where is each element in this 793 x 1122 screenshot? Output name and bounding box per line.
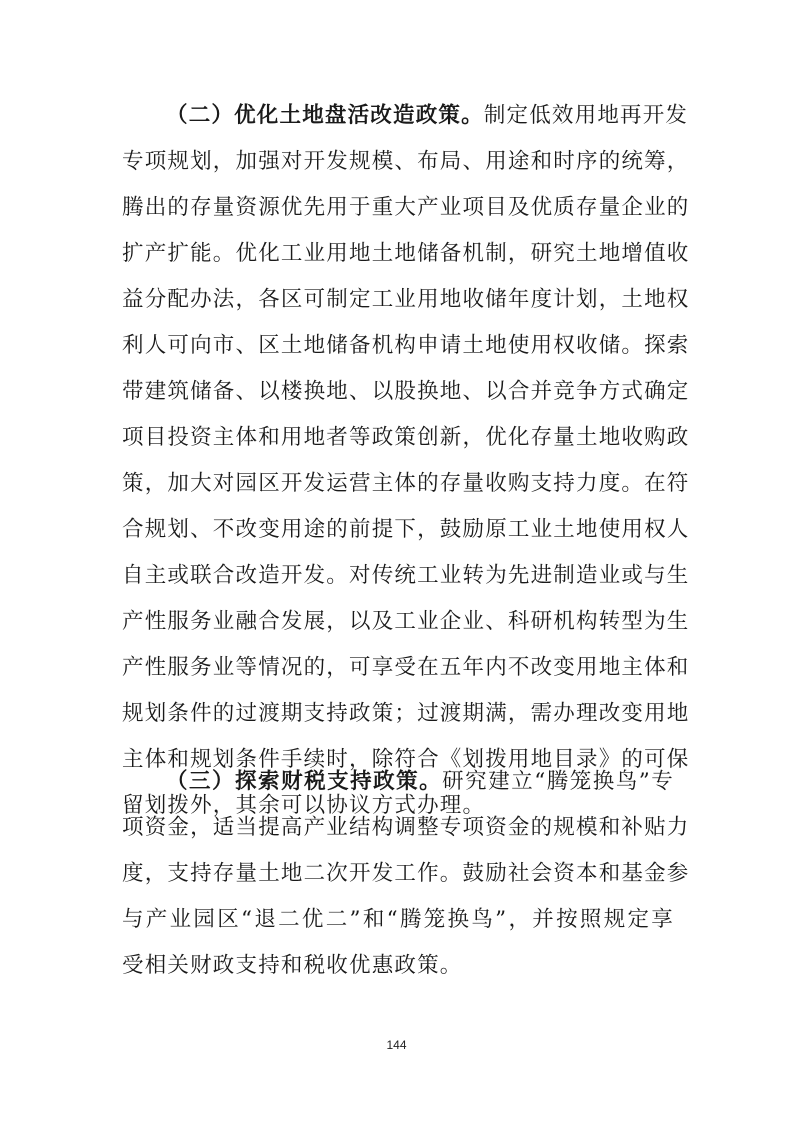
text-line: 项资金，适当提高产业结构调整专项资金的规模和补贴力 <box>122 815 690 840</box>
text-line: 项目投资主体和用地者等政策创新，优化存量土地收购政 <box>122 425 690 450</box>
text-line: 专项规划，加强对开发规模、布局、用途和时序的统筹， <box>122 149 690 174</box>
page-number: 144 <box>386 1038 407 1052</box>
text-line: 受相关财政支持和税收优惠政策。 <box>122 953 463 978</box>
text-line: 与产业园区“退二优二”和“腾笼换鸟”，并按照规定享 <box>122 907 674 932</box>
section-2-first-line-text: 制定低效用地再开发 <box>483 103 689 128</box>
text-line: 腾出的存量资源优先用于重大产业项目及优质存量企业的 <box>122 195 690 220</box>
text-line: 规划条件的过渡期支持政策；过渡期满，需办理改变用地 <box>122 701 690 726</box>
text-line: 主体和规划条件手续时，除符合《划拨用地目录》的可保 <box>122 747 690 772</box>
text-line: 利人可向市、区土地储备机构申请土地使用权收储。探索 <box>122 333 690 358</box>
section-3-heading: （三）探索财税支持政策。 <box>166 769 443 794</box>
text-line: 自主或联合改造开发。对传统工业转为先进制造业或与生 <box>122 563 690 588</box>
text-line: 带建筑储备、以楼换地、以股换地、以合并竞争方式确定 <box>122 379 690 404</box>
text-line: 产性服务业融合发展，以及工业企业、科研机构转型为生 <box>122 609 690 634</box>
section-3-first-line <box>166 764 674 800</box>
text-line: 度，支持存量土地二次开发工作。鼓励社会资本和基金参 <box>122 861 690 886</box>
text-line: 扩产扩能。优化工业用地土地储备机制，研究土地增值收 <box>122 241 690 266</box>
section-3-first-line-text: 研究建立“腾笼换鸟”专 <box>442 769 674 794</box>
text-line: 产性服务业等情况的，可享受在五年内不改变用地主体和 <box>122 655 690 680</box>
text-line: 合规划、不改变用途的前提下，鼓励原工业土地使用权人 <box>122 517 690 542</box>
text-line: 留划拨外，其余可以协议方式办理。 <box>122 793 486 818</box>
text-line: 益分配办法，各区可制定工业用地收储年度计划，土地权 <box>122 287 690 312</box>
text-line: 策，加大对园区开发运营主体的存量收购支持力度。在符 <box>122 471 690 496</box>
section-2-heading: （二）优化土地盘活改造政策。 <box>166 103 484 128</box>
section-2-first-line <box>166 98 689 134</box>
